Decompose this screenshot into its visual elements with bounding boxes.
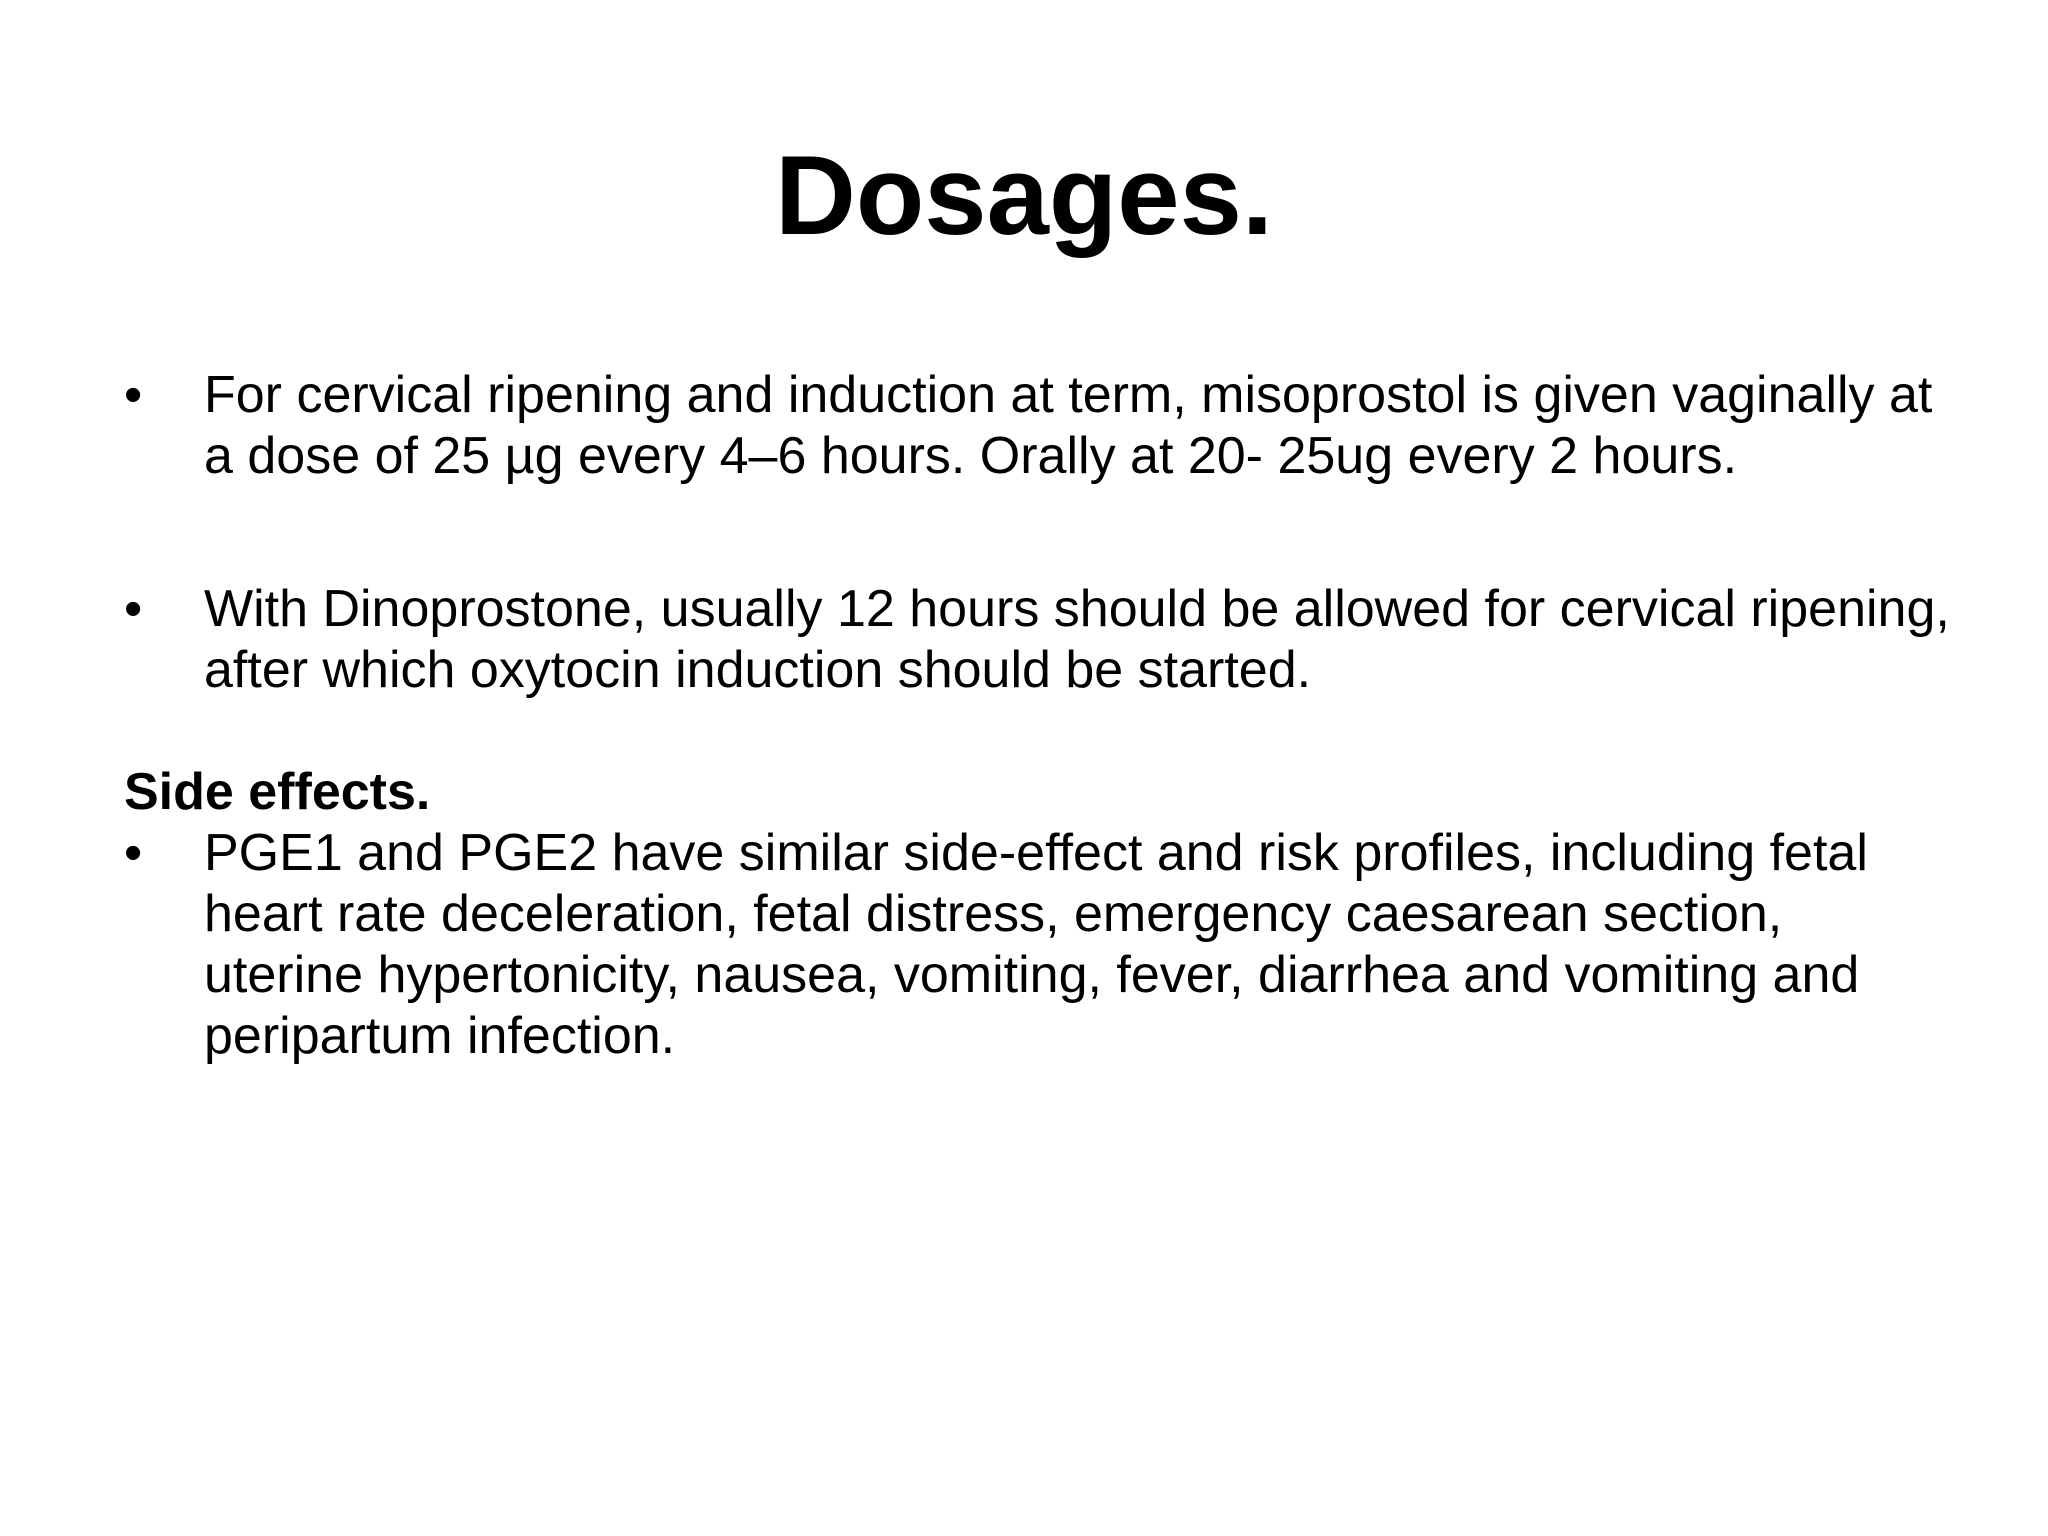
- bullet-icon: •: [124, 824, 143, 882]
- bullet-item-misoprostol: [124, 365, 1954, 487]
- bullet-item-dinoprostone: [124, 579, 1954, 701]
- slide-content: [124, 365, 1954, 1067]
- bullet-text: PGE1 and PGE2 have similar side-effect and risk profiles, including fetal heart rate deceleration, fetal distress, emergency caesarean section, uterine hypertonicity, nausea, vomiting, fever, diarrhea and vomiting and peripartum infection.: [204, 824, 1868, 1065]
- bullet-text: For cervical ripening and induction at term, misoprostol is given vaginally at a dose of 25 µg every 4–6 hours. Orally at 20- 25ug every 2 hours.: [204, 366, 1933, 485]
- bullet-icon: •: [124, 366, 143, 424]
- bullet-item-side-effects: [124, 823, 1954, 1067]
- bullet-text: With Dinoprostone, usually 12 hours should be allowed for cervical ripening, after which oxytocin induction should be started.: [204, 580, 1950, 699]
- slide-title: Dosages.: [775, 133, 1273, 258]
- bullet-icon: •: [124, 580, 143, 638]
- side-effects-heading: Side effects.: [124, 763, 431, 821]
